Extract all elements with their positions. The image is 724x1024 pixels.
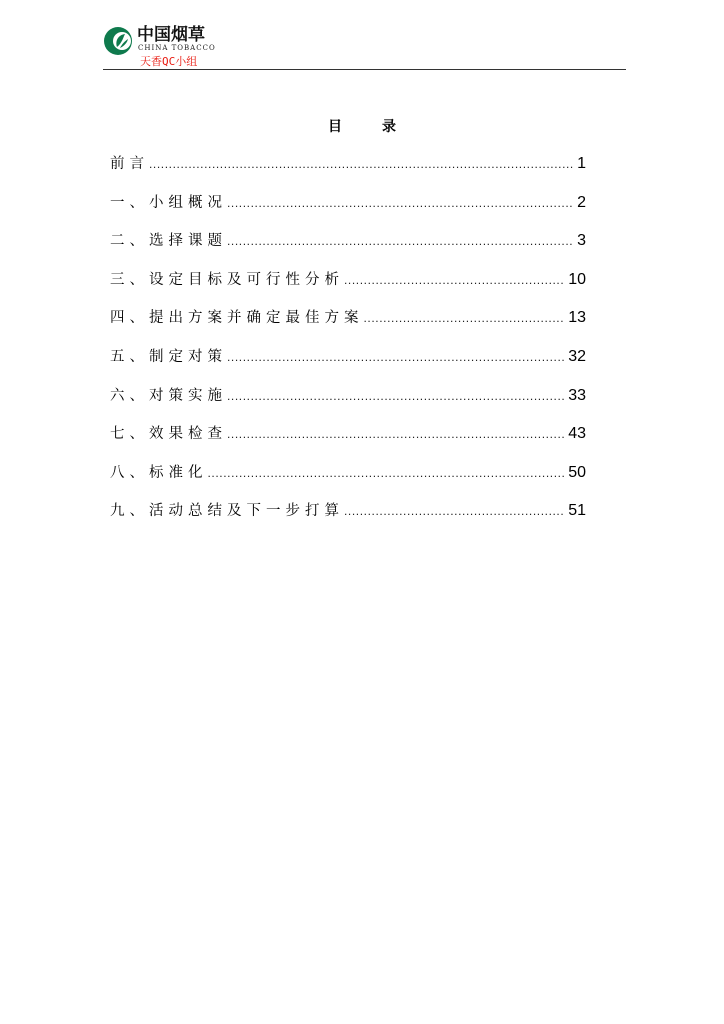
toc-entry-page-number: 10: [568, 270, 586, 288]
qc-group-name: 天香QC小组: [140, 55, 198, 68]
toc-entry-page-number: 50: [568, 463, 586, 481]
toc-entry-label: 七、效果检查: [110, 426, 227, 443]
toc-entry-label: 二、选择课题: [110, 233, 227, 250]
toc-entry-label: 前言: [110, 156, 149, 172]
toc-dot-leader: [149, 152, 573, 176]
toc-entry[interactable]: [110, 152, 586, 191]
toc-entry[interactable]: [110, 499, 586, 538]
toc-entry-page-number: 13: [568, 309, 586, 327]
logo-chinese-name: 中国烟草: [137, 25, 205, 45]
toc-entry[interactable]: [110, 306, 586, 345]
toc-entry[interactable]: [110, 422, 586, 461]
logo-english-name: CHINA TOBACCO: [138, 44, 216, 52]
toc-entry[interactable]: [110, 191, 586, 230]
toc-entry-page-number: 33: [568, 386, 586, 404]
header-divider: [103, 69, 626, 70]
toc-entry-label: 六、对策实施: [110, 387, 227, 404]
toc-dot-leader: [227, 191, 573, 215]
toc-entry-page-number: 3: [577, 232, 586, 250]
toc-dot-leader: [344, 268, 564, 292]
table-of-contents: [110, 152, 586, 538]
toc-entry[interactable]: [110, 384, 586, 423]
toc-entry-label: 八、标准化: [110, 464, 208, 481]
toc-entry-page-number: 32: [568, 347, 586, 365]
toc-dot-leader: [227, 384, 564, 408]
toc-entry-page-number: 51: [568, 502, 586, 520]
toc-entry[interactable]: [110, 345, 586, 384]
toc-entry-label: 四、提出方案并确定最佳方案: [110, 310, 364, 327]
toc-dot-leader: [208, 461, 565, 485]
toc-entry-label: 九、活动总结及下一步打算: [110, 503, 344, 520]
toc-entry-page-number: 43: [568, 425, 586, 443]
toc-dot-leader: [364, 306, 565, 330]
toc-entry-page-number: 1: [577, 155, 586, 172]
toc-entry-label: 五、制定对策: [110, 348, 227, 365]
toc-title: 目录: [328, 119, 436, 135]
toc-entry-label: 一、小组概况: [110, 194, 227, 211]
toc-entry-page-number: 2: [577, 193, 586, 211]
toc-entry[interactable]: [110, 461, 586, 500]
toc-dot-leader: [227, 345, 564, 369]
toc-entry-label: 三、设定目标及可行性分析: [110, 271, 344, 288]
toc-entry[interactable]: [110, 268, 586, 307]
toc-entry[interactable]: [110, 229, 586, 268]
page-header: [103, 22, 626, 72]
toc-dot-leader: [227, 229, 573, 253]
china-tobacco-logo-icon: [103, 26, 133, 56]
toc-dot-leader: [344, 499, 564, 523]
toc-dot-leader: [227, 422, 564, 446]
